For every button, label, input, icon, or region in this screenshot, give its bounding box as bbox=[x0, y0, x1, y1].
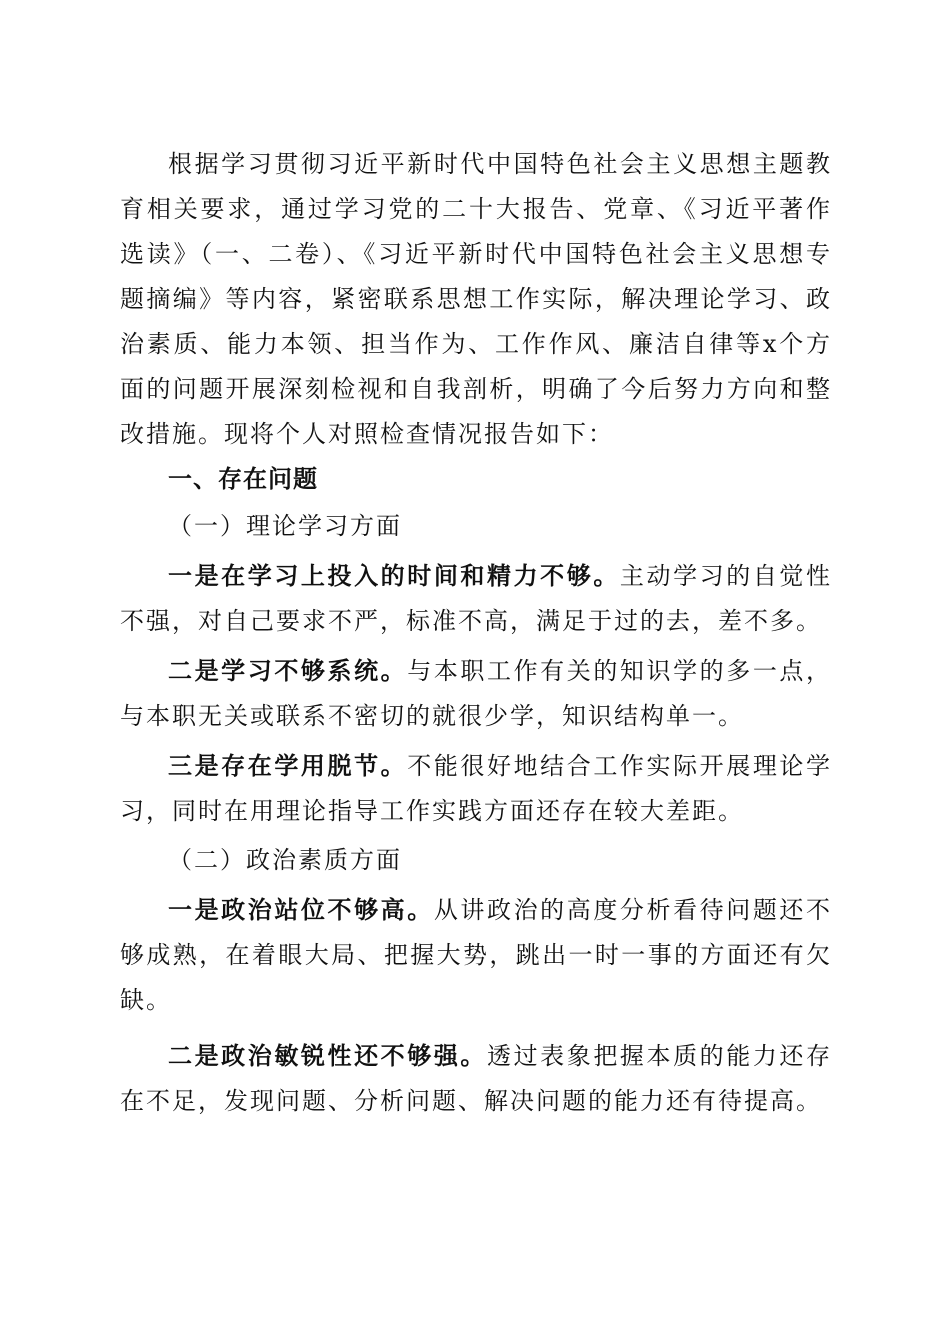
theory-item-1-text: 主动学习的自觉性不强，对自己要求不严，标准不高，满足于过的去，差不多。 bbox=[120, 562, 833, 635]
theory-item-2 bbox=[120, 648, 832, 739]
political-item-2 bbox=[120, 1033, 832, 1124]
theory-item-3-text: 不能很好地结合工作实际开展理论学习，同时在用理论指导工作实践方面还存在较大差距。 bbox=[120, 752, 832, 825]
political-item-1-text: 从讲政治的高度分析看待问题还不够成熟，在着眼大局、把握大势，跳出一时一事的方面还有欠缺。 bbox=[120, 896, 833, 1014]
theory-item-2-lead: 二是学习不够系统。 bbox=[168, 656, 408, 685]
political-item-2-text: 透过表象把握本质的能力还存在不足，发现问题、分析问题、解决问题的能力还有待提高。 bbox=[120, 1042, 832, 1115]
theory-item-1 bbox=[120, 553, 832, 644]
subsection-heading-political-quality: （二）政治素质方面 bbox=[168, 846, 402, 874]
political-item-2-lead: 二是政治敏锐性还不够强。 bbox=[168, 1041, 487, 1070]
document-page bbox=[120, 142, 832, 1124]
theory-item-1-lead: 一是在学习上投入的时间和精力不够。 bbox=[168, 561, 620, 590]
theory-item-2-text: 与本职工作有关的知识学的多一点，与本职无关或联系不密切的就很少学，知识结构单一。 bbox=[120, 657, 832, 730]
intro-paragraph: 根据学习贯彻习近平新时代中国特色社会主义思想主题教育相关要求，通过学习党的二十大报告、党章、《习近平著作选读》（一、二卷）、《习近平新时代中国特色社会主义思想专题摘编》等内容，紧密联系思想工作实际，解决理论学习、政治素质、能力本领、担当作为、工作作风、廉洁自律等x个方面的问题开展深刻检视和自我剖析，明确了今后努力方向和整改措施。现将个人对照检查情况报告如下： bbox=[120, 150, 832, 448]
theory-item-3 bbox=[120, 743, 832, 834]
political-item-1-lead: 一是政治站位不够高。 bbox=[168, 895, 434, 924]
subsection-heading-theory-study: （一）理论学习方面 bbox=[168, 512, 402, 540]
section-heading-problems: 一、存在问题 bbox=[168, 465, 318, 493]
theory-item-3-lead: 三是存在学用脱节。 bbox=[168, 751, 408, 780]
political-item-1 bbox=[120, 887, 832, 1023]
